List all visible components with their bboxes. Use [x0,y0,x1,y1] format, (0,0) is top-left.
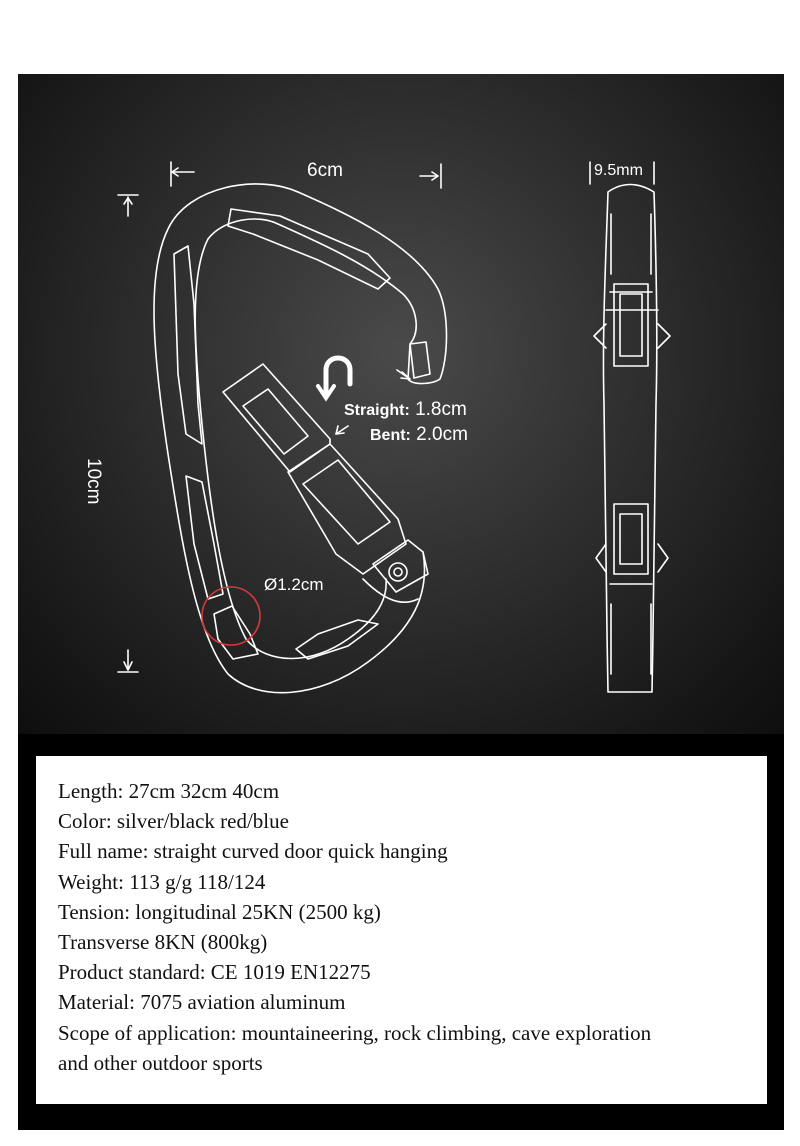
spec-tension-transverse: Transverse 8KN (800kg) [58,930,268,955]
spec-product-standard: Product standard: CE 1019 EN12275 [58,960,371,985]
spec-scope-of-application: Scope of application: mountaineering, rock climbing, cave exploration [58,1020,652,1045]
height-dimension-line [118,195,138,672]
gate-bent-value: 2.0cm [416,424,468,445]
gate-bent-label: Bent: [370,427,411,444]
spec-full-name: Full name: straight curved door quick hanging [58,839,448,864]
width-label: 6cm [307,160,343,181]
gate-straight-value: 1.8cm [415,399,467,420]
rotate-gate-arrow-icon [318,358,350,398]
specifications-frame [18,734,784,1130]
height-label: 10cm [83,458,104,505]
width-dimension-line [171,162,441,188]
spec-scope-of-application-continued: and other outdoor sports [58,1050,263,1075]
gate-straight-label: Straight: [344,402,410,419]
carabiner-side-view [594,185,670,693]
specifications-list [58,776,758,1078]
product-drawing-panel [18,74,784,734]
spec-tension-longitudinal: Tension: longitudinal 25KN (2500 kg) [58,899,381,924]
spec-color: Color: silver/black red/blue [58,809,289,834]
gate-opening-bent [370,424,468,446]
depth-label: 9.5mm [594,162,643,179]
spec-length: Length: 27cm 32cm 40cm [58,779,280,803]
spec-material: Material: 7075 aviation aluminum [58,990,346,1015]
bar-diameter-highlight-circle [202,587,260,645]
gate-opening-straight [344,399,467,421]
specifications-box [36,756,767,1104]
bar-diameter-label: Ø1.2cm [264,575,324,594]
spec-weight: Weight: 113 g/g 118/124 [58,869,266,894]
